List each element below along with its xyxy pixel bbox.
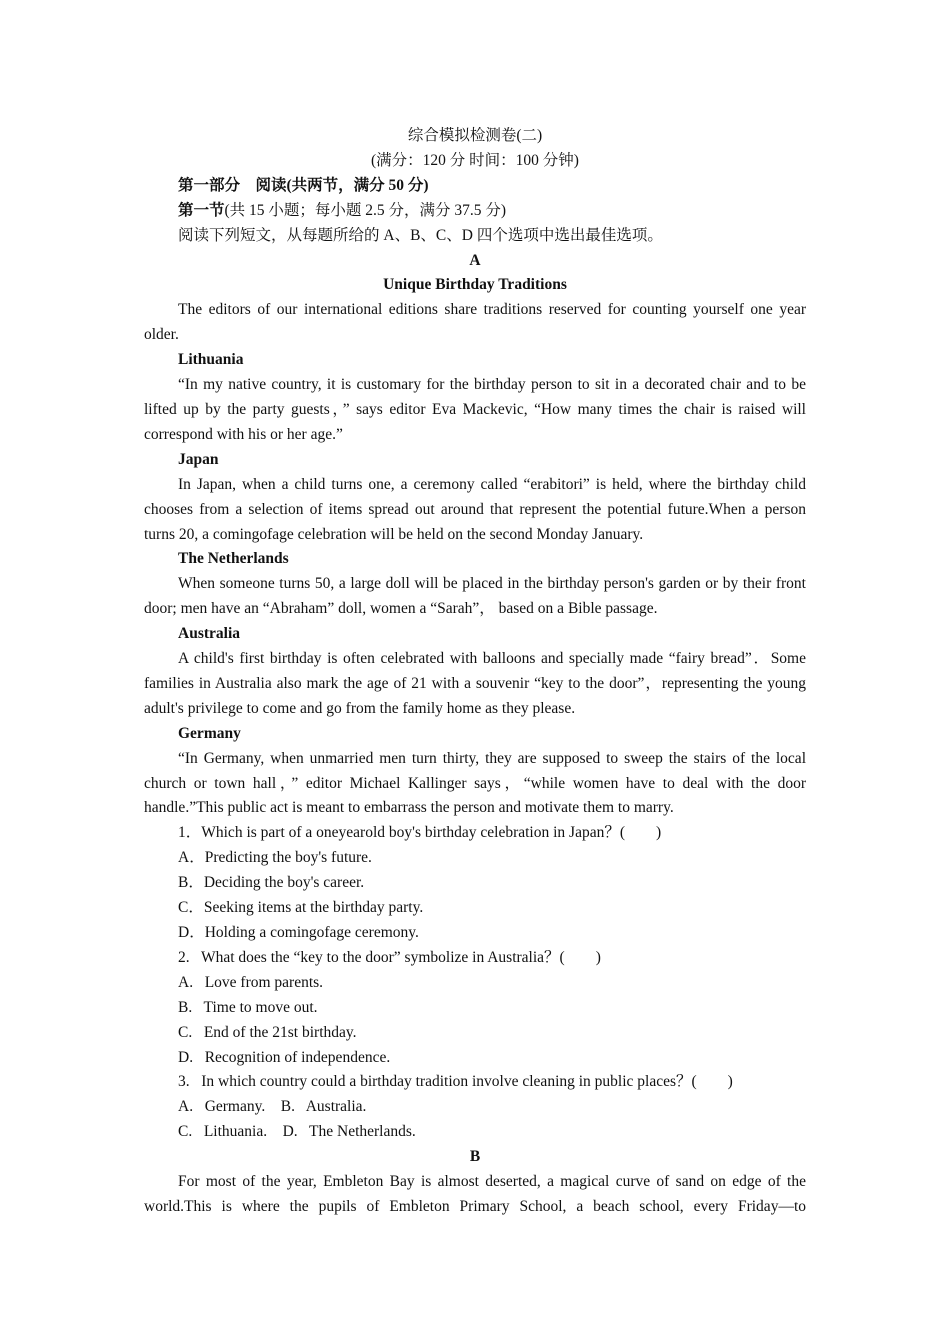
question-1-option-b: B．Deciding the boy's career. [178, 874, 365, 892]
question-2-option-c: C. End of the 21st birthday. [178, 1023, 357, 1041]
passage-b-text: For most of the year, Embleton Bay is almost deserted, a magical curve of sand on edge of the world.This is where the pupils of Embleton Primary School, a beach school, every Friday—to [144, 1173, 806, 1215]
passage-a-letter: A [469, 251, 481, 269]
section-heading-lithuania: Lithuania [178, 351, 244, 369]
question-2-stem: 2. What does the “key to the door” symbolize in Australia？( ) [178, 948, 601, 966]
section-text-australia: A child's first birthday is often celebrated with balloons and specially made “fairy bread”．Some families in Australia also mark the age of 21 with a souvenir “key to the door”，representing the young adult's privilege to come and go from the family home as they please. [144, 650, 806, 717]
section-text-japan: In Japan, when a child turns one, a ceremony called “erabitori” is held, where the birthday child chooses from a selection of items spread out around that represent the potential future.When a person turns 20, a comingofage celebration will be held on the second Monday January. [144, 475, 806, 543]
document-page [144, 124, 806, 1220]
section-text-germany: “In Germany, when unmarried men turn thirty, they are supposed to sweep the stairs of the local church or town hall，” editor Michael Kallinger says，“while women have to deal with the door handle.”This public act is meant to embarrass the person and motivate them to marry. [144, 749, 806, 817]
section-text-netherlands: When someone turns 50, a large doll will be placed in the birthday person's garden or by their front door; men have an “Abraham” doll, women a “Sarah”， based on a Bible passage. [144, 575, 806, 618]
question-3-options-cd: C. Lithuania. D. The Netherlands. [178, 1123, 416, 1141]
section-heading-germany: Germany [178, 724, 241, 742]
section-heading-rest: (共 15 小题；每小题 2.5 分，满分 37.5 分) [224, 201, 507, 219]
passage-b-letter: B [469, 1148, 481, 1166]
section-heading-prefix: 第一节 [178, 201, 225, 219]
question-2-option-a: A. Love from parents. [178, 973, 324, 991]
section-text-lithuania: “In my native country, it is customary for the birthday person to sit in a decorated chair and to be lifted up by the party guests，” says editor Eva Mackevic, “How many times the chair is raised will correspond with his or her age.” [144, 376, 806, 443]
question-1-option-a: A．Predicting the boy's future. [178, 849, 372, 867]
instruction: 阅读下列短文，从每题所给的 A、B、C、D 四个选项中选出最佳选项。 [178, 226, 663, 244]
section-heading [144, 199, 806, 224]
part-heading [144, 174, 806, 199]
section-heading-netherlands: The Netherlands [178, 550, 289, 568]
question-3-stem: 3. In which country could a birthday tradition involve cleaning in public places？( ) [178, 1073, 733, 1091]
question-1-stem: 1．Which is part of a oneyearold boy's birthday celebration in Japan？( ) [178, 824, 662, 842]
passage-a-title: Unique Birthday Traditions [383, 276, 567, 294]
section-heading-australia: Australia [178, 625, 240, 643]
exam-title: 综合模拟检测卷(二) [407, 127, 543, 144]
question-1-option-d: D．Holding a comingofage ceremony. [178, 924, 419, 941]
question-2-option-b: B. Time to move out. [178, 998, 318, 1016]
question-3-options-ab: A. Germany. B. Australia. [178, 1098, 367, 1116]
part-heading-text: 第一部分 阅读(共两节，满分 50 分) [178, 176, 429, 194]
question-1-option-c: C．Seeking items at the birthday party. [178, 899, 424, 917]
section-heading-japan: Japan [178, 450, 219, 468]
exam-subtitle: (满分：120 分 时间：100 分钟) [371, 151, 579, 169]
question-2-option-d: D. Recognition of independence. [178, 1048, 391, 1066]
passage-a-intro: The editors of our international editions share traditions reserved for counting yourself one year older. [144, 301, 806, 344]
